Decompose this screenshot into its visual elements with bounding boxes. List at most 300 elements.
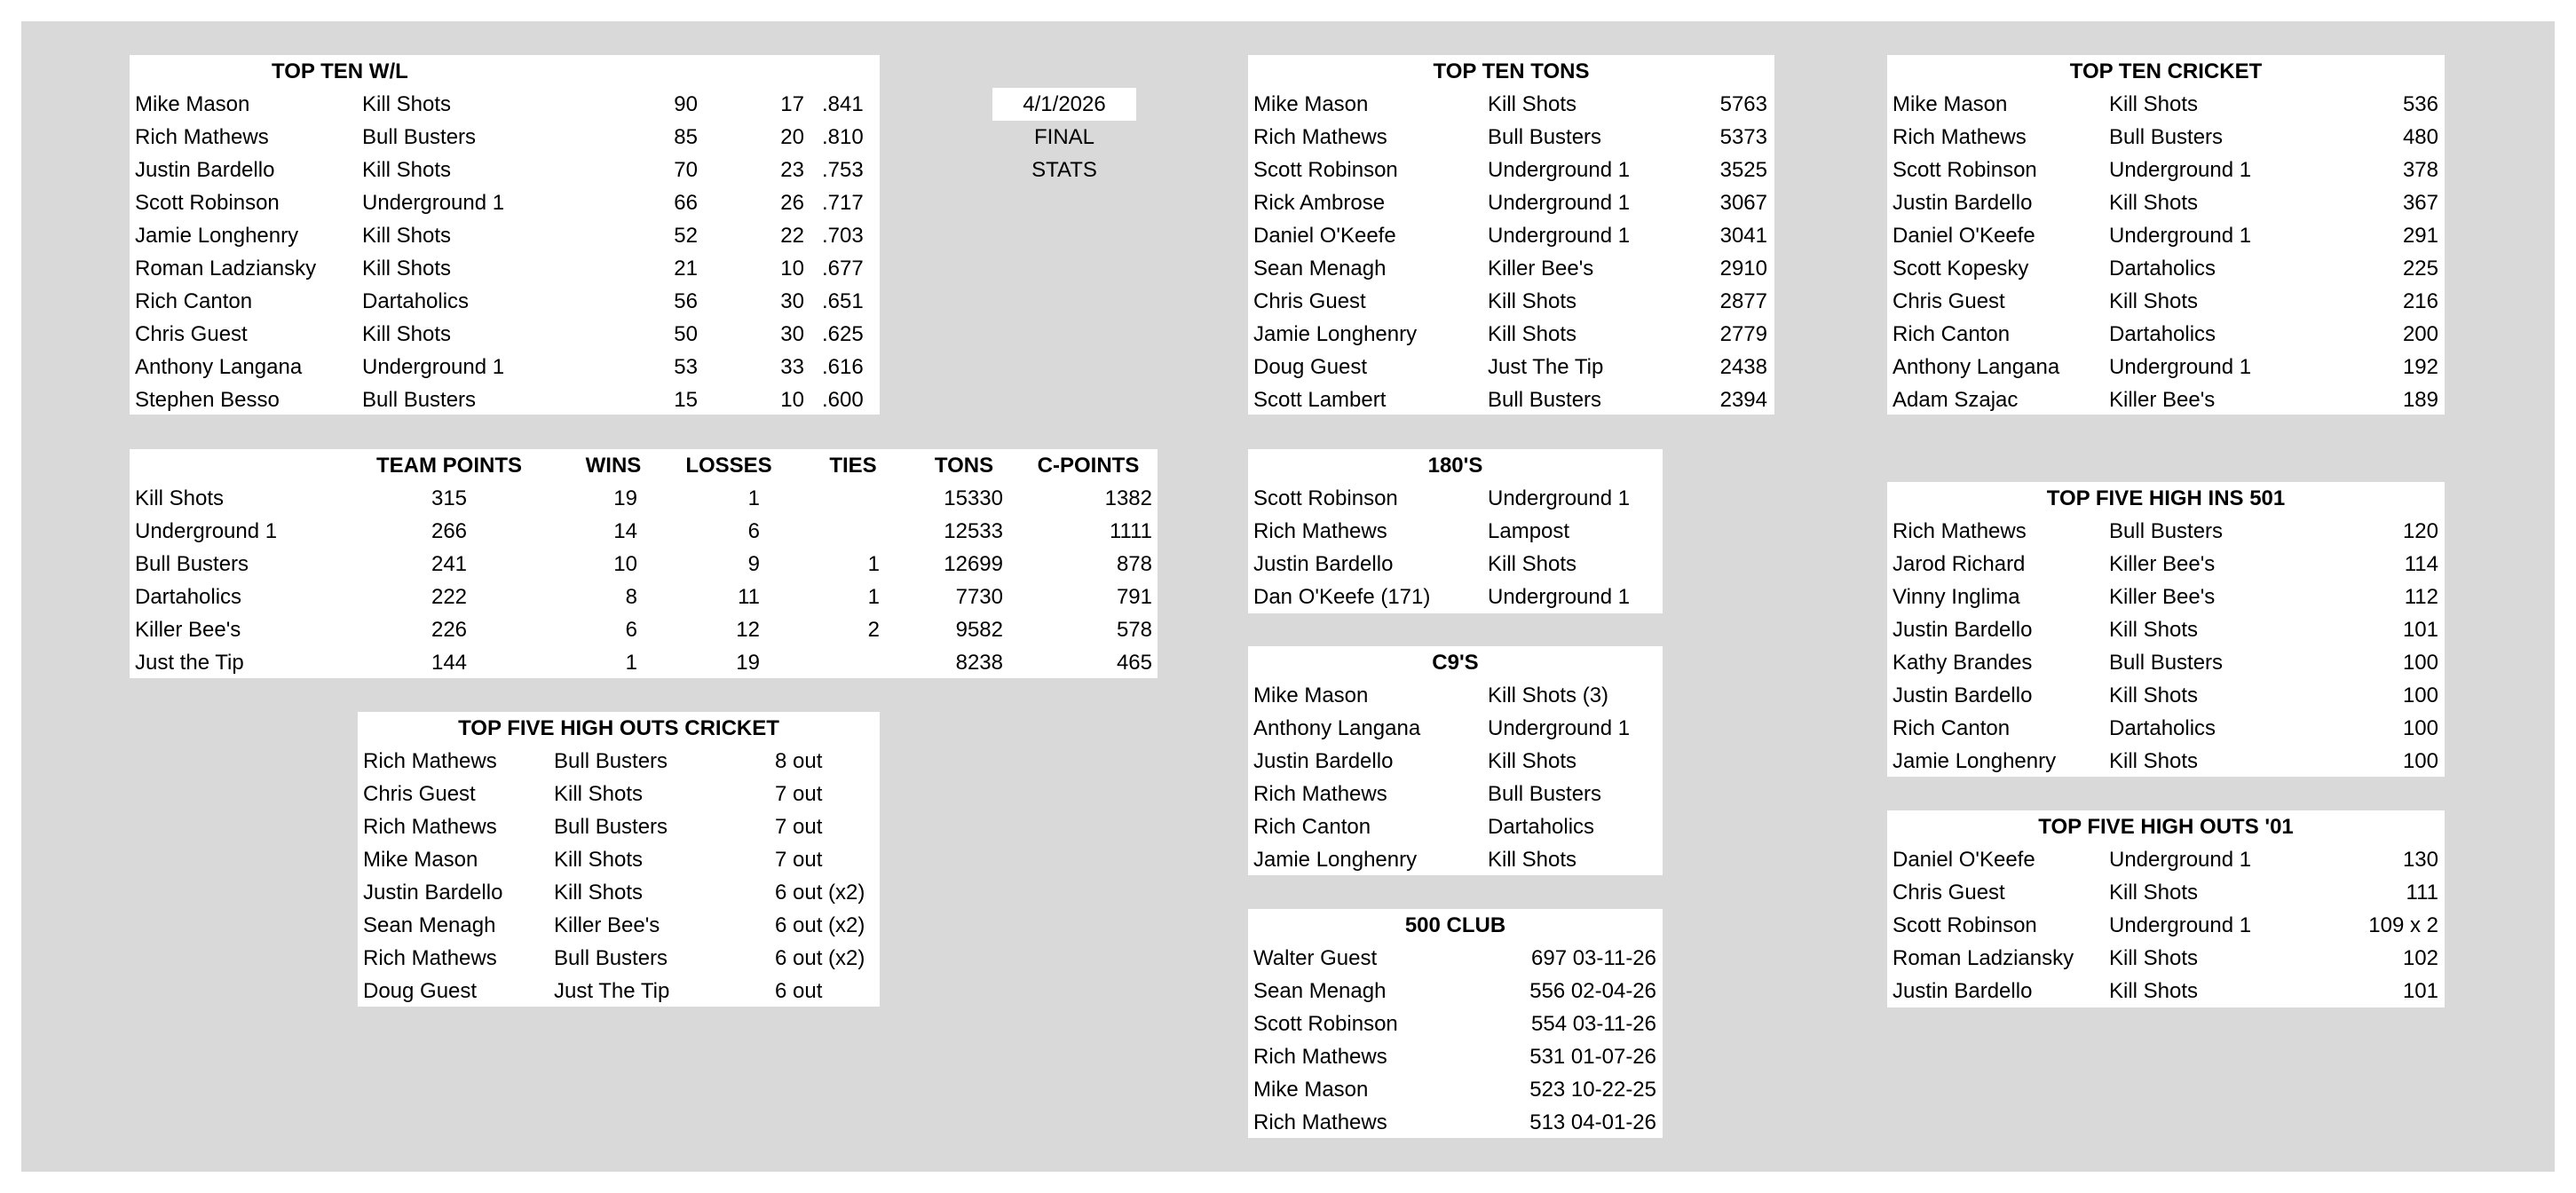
table-title: TOP TEN TONS [1433,59,1590,83]
cell-name: Anthony Langana [135,355,303,379]
table-row [358,942,880,975]
table-row [1887,646,2445,679]
cell-cpoints: 791 [1116,585,1152,609]
table-title: TOP FIVE HIGH INS 501 [2046,486,2286,510]
table-row [1248,252,1774,285]
cell-name: Rich Mathews [363,815,497,839]
table-title: TOP TEN W/L [272,59,408,83]
cell-team: Kill Shots [2109,881,2199,905]
cell-name: Justin Bardello [1892,979,2033,1003]
cell-value: 6 out (x2) [775,881,865,905]
cell-name: Scott Robinson [135,191,280,215]
cell-value: 6 out (x2) [775,946,865,970]
cell-value: 101 [2402,618,2438,642]
cell-value: 367 [2402,191,2438,215]
cell-pct: .810 [822,125,864,149]
cell-team: Underground 1 [2109,848,2252,872]
cell-team: Kill Shots [1488,749,1577,773]
cell-value: 8 out [775,749,823,773]
cell-value: 225 [2402,257,2438,280]
cell-pct: .600 [822,388,864,412]
table-row [1248,745,1663,778]
table-row [358,876,880,909]
cell-name: Justin Bardello [1892,191,2033,215]
cell-team: Kill Shots (3) [1488,683,1609,707]
cell-name: Rich Mathews [1253,519,1387,543]
table-row [1887,121,2445,154]
cell-cpoints: 878 [1116,552,1152,576]
cell-name: Mike Mason [363,848,478,872]
cell-team: Kill Shots [1488,848,1577,872]
table-row [1887,975,2445,1007]
cell-losses: 10 [780,257,804,280]
cell-team: Killer Bee's [2109,388,2216,412]
cell-wins: 50 [674,322,698,346]
cell-losses: 17 [780,92,804,116]
cell-value: 3067 [1719,191,1767,215]
cell-name: Rich Mathews [1253,125,1387,149]
cell-value: 378 [2402,158,2438,182]
cell-name: Scott Robinson [1892,913,2037,937]
cell-losses: 22 [780,224,804,248]
cell-team: Just The Tip [554,979,670,1003]
cell-wins: 52 [674,224,698,248]
cell-team: Bull Busters [1488,388,1602,412]
top-ten-cricket-table [1887,55,2445,415]
cell-name: Rich Canton [135,289,253,313]
cell-ties [813,515,880,548]
cell-team: Kill Shots [1488,322,1577,346]
table-row [130,318,880,351]
cell-wins: 85 [674,125,698,149]
cell-name: Justin Bardello [363,881,503,905]
cell-team: Killer Bee's [2109,552,2216,576]
cell-value: 480 [2402,125,2438,149]
cell-losses: 11 [738,585,760,609]
cell-team: Dartaholics [1488,815,1595,839]
club-500-table [1248,909,1663,1138]
table-row [130,88,880,121]
table-row [1248,1073,1663,1106]
header-team-points: TEAM POINTS [375,454,522,478]
cell-team: Dartaholics [2109,257,2216,280]
cell-name: Sean Menagh [1253,979,1387,1003]
cell-team: Killer Bee's [554,913,660,937]
cell-name: Jarod Richard [1892,552,2026,576]
cell-losses: 1 [747,486,760,510]
cell-value: 114 [2404,552,2438,576]
cell-value: 112 [2404,585,2438,609]
cell-name: Mike Mason [1253,683,1369,707]
cell-value: 7 out [775,848,823,872]
table-row [1248,975,1663,1007]
cell-value: 120 [2402,519,2438,543]
cell-name: Chris Guest [1892,289,2005,313]
cell-wins: 14 [613,519,637,543]
cell-team: Kill Shots [2109,946,2199,970]
cell-tons: 15330 [944,486,1003,510]
cell-pct: .717 [822,191,864,215]
table-row [130,482,1158,515]
cell-losses: 30 [780,322,804,346]
cell-name: Rich Mathews [363,749,497,773]
cell-wins: 53 [674,355,698,379]
cell-losses: 6 [747,519,760,543]
cell-name: Rich Mathews [1253,1045,1387,1069]
table-row [1248,778,1663,810]
cell-value: 556 02-04-26 [1529,979,1656,1003]
top-ten-tons-table [1248,55,1774,415]
table-row [358,810,880,843]
cell-team: Underground 1 [1488,191,1631,215]
cell-points: 222 [431,585,468,609]
table-row [1248,942,1663,975]
table-row [1248,1007,1663,1040]
cell-value: 102 [2402,946,2438,970]
table-row [130,581,1158,613]
cell-name: Mike Mason [1253,1078,1369,1102]
table-row [1248,88,1774,121]
cell-wins: 66 [674,191,698,215]
cell-name: Justin Bardello [135,158,275,182]
cell-name: Rich Mathews [1253,1110,1387,1134]
cell-team: Bull Busters [135,552,249,576]
table-row [130,219,880,252]
cell-team: Bull Busters [2109,125,2224,149]
cell-ties: 2 [867,618,880,642]
cell-team: Bull Busters [554,946,668,970]
table-row [130,252,880,285]
cell-name: Mike Mason [1892,92,2008,116]
cell-pct: .703 [822,224,864,248]
cell-team: Kill Shots [2109,979,2199,1003]
cell-team: Kill Shots [362,257,452,280]
table-row [1248,810,1663,843]
cell-name: Doug Guest [1253,355,1368,379]
table-row [358,778,880,810]
table-row [1248,515,1663,548]
cell-team: Bull Busters [2109,519,2224,543]
cell-team: Kill Shots [2109,289,2199,313]
table-row [130,548,1158,581]
cell-value: 109 x 2 [2368,913,2438,937]
cell-team: Killer Bee's [1488,257,1594,280]
table-row [1248,351,1774,383]
cell-points: 241 [431,552,468,576]
table-row [1887,351,2445,383]
table-row [358,745,880,778]
cell-name: Rich Canton [1892,322,2011,346]
table-row [1248,154,1774,186]
cell-points: 315 [431,486,468,510]
date-box [992,88,1136,121]
cell-wins: 56 [674,289,698,313]
cell-name: Jamie Longhenry [1892,749,2057,773]
cell-name: Scott Robinson [1253,158,1398,182]
cell-pct: .677 [822,257,864,280]
cell-name: Jamie Longhenry [1253,848,1418,872]
cell-value: 5763 [1719,92,1767,116]
table-row [130,154,880,186]
cell-value: 216 [2402,289,2438,313]
cell-team: Underground 1 [1488,486,1631,510]
header-tons: TONS [934,454,994,478]
cell-pct: .616 [822,355,864,379]
cell-name: Rich Mathews [135,125,269,149]
cell-value: 100 [2402,749,2438,773]
cell-value: 189 [2402,388,2438,412]
table-row [130,186,880,219]
cell-value: 100 [2402,651,2438,675]
spreadsheet-background [21,21,2555,1172]
table-row [1887,679,2445,712]
cell-value: 200 [2402,322,2438,346]
cell-value: 554 03-11-26 [1531,1012,1656,1036]
cell-team: Kill Shots [1488,92,1577,116]
cell-wins: 8 [625,585,637,609]
cell-name: Anthony Langana [1253,716,1421,740]
cell-team: Bull Busters [554,749,668,773]
cell-name: Sean Menagh [363,913,496,937]
cell-name: Chris Guest [1253,289,1366,313]
table-row [1248,712,1663,745]
cell-losses: 20 [780,125,804,149]
cell-name: Jamie Longhenry [1253,322,1418,346]
cell-cpoints: 1111 [1109,519,1152,543]
cell-wins: 1 [625,651,637,675]
cell-name: Rick Ambrose [1253,191,1386,215]
top-ten-wl-table [130,55,880,415]
cell-team: Kill Shots [2109,618,2199,642]
table-row [1887,942,2445,975]
cell-tons: 8238 [955,651,1003,675]
cell-team: Killer Bee's [2109,585,2216,609]
cell-pct: .625 [822,322,864,346]
cell-cpoints: 465 [1116,651,1152,675]
cell-team: Bull Busters [554,815,668,839]
cell-value: 2394 [1719,388,1767,412]
table-row [1887,515,2445,548]
cell-name: Rich Mathews [363,946,497,970]
cell-name: Doug Guest [363,979,478,1003]
header-c-points: C-POINTS [1037,454,1140,478]
cell-name: Scott Kopesky [1892,257,2029,280]
cell-team: Kill Shots [1488,552,1577,576]
one-eighties-table [1248,449,1663,613]
cell-name: Daniel O'Keefe [1892,848,2035,872]
cell-value: 2779 [1719,322,1767,346]
header-ties: TIES [829,454,877,478]
cell-ties [813,646,880,679]
table-row [1248,581,1663,613]
cell-team: Lampost [1488,519,1570,543]
cell-name: Roman Ladziansky [1892,946,2074,970]
cell-wins: 10 [613,552,637,576]
cell-name: Chris Guest [1892,881,2005,905]
standings-header-row [130,449,1158,482]
cell-name: Adam Szajac [1892,388,2019,412]
table-row [1248,219,1774,252]
table-row [1248,548,1663,581]
table-row [1248,843,1663,876]
cell-team: Dartaholics [2109,322,2216,346]
cell-ties: 1 [867,585,880,609]
cell-name: Daniel O'Keefe [1253,224,1396,248]
table-row [130,285,880,318]
cell-name: Kathy Brandes [1892,651,2033,675]
cell-name: Scott Lambert [1253,388,1387,412]
team-standings-table [130,449,1158,678]
table-row [1887,745,2445,778]
cell-team: Killer Bee's [135,618,241,642]
cell-team: Kill Shots [2109,191,2199,215]
cell-value: 130 [2402,848,2438,872]
cell-losses: 26 [780,191,804,215]
table-row [1887,154,2445,186]
cell-name: Sean Menagh [1253,257,1387,280]
cell-team: Kill Shots [554,782,644,806]
table-row [358,909,880,942]
cell-losses: 12 [736,618,760,642]
cell-value: 3041 [1719,224,1767,248]
cell-team: Underground 1 [2109,355,2252,379]
cell-value: 7 out [775,815,823,839]
cell-losses: 33 [780,355,804,379]
cell-name: Justin Bardello [1253,749,1394,773]
high-outs-cricket-table [358,712,880,1007]
table-title: TOP FIVE HIGH OUTS '01 [2038,815,2294,839]
table-row [1887,219,2445,252]
high-outs-01-table [1887,810,2445,1007]
table-row [1887,186,2445,219]
table-row [1887,285,2445,318]
table-row [358,975,880,1007]
cell-name: Justin Bardello [1253,552,1394,576]
cell-tons: 12699 [944,552,1003,576]
header-wins: WINS [585,454,642,478]
cell-wins: 19 [613,486,637,510]
cell-ties [813,482,880,515]
cell-value: 291 [2402,224,2438,248]
cell-value: 513 04-01-26 [1529,1110,1656,1134]
cell-tons: 7730 [955,585,1003,609]
cell-wins: 15 [674,388,698,412]
cell-team: Just the Tip [135,651,244,675]
cell-team: Kill Shots [362,224,452,248]
cell-tons: 12533 [944,519,1003,543]
cell-name: Mike Mason [135,92,250,116]
table-row [1887,252,2445,285]
cell-name: Jamie Longhenry [135,224,299,248]
cell-team: Kill Shots [554,881,644,905]
final-label: FINAL [1033,125,1094,149]
cell-name: Justin Bardello [1892,683,2033,707]
cell-team: Kill Shots [2109,683,2199,707]
cell-team: Bull Busters [362,388,477,412]
cell-name: Rich Mathews [1253,782,1387,806]
cell-team: Kill Shots [554,848,644,872]
cell-losses: 9 [747,552,760,576]
cell-value: 101 [2402,979,2438,1003]
cell-wins: 90 [674,92,698,116]
table-title: TOP TEN CRICKET [2069,59,2263,83]
table-title-row [130,55,880,88]
cell-name: Vinny Inglima [1892,585,2020,609]
cell-value: 2910 [1719,257,1767,280]
table-row [1248,1040,1663,1073]
cell-name: Rich Mathews [1892,519,2027,543]
cell-value: 523 10-22-25 [1529,1078,1656,1102]
cell-name: Dan O'Keefe (171) [1253,585,1431,609]
header-losses: LOSSES [685,454,772,478]
table-row [130,351,880,383]
cell-points: 226 [431,618,468,642]
cell-value: 100 [2402,716,2438,740]
cell-value: 536 [2402,92,2438,116]
cell-team: Bull Busters [1488,125,1602,149]
cell-losses: 19 [736,651,760,675]
table-row [130,613,1158,646]
cell-name: Scott Robinson [1253,486,1398,510]
cell-team: Underground 1 [1488,158,1631,182]
cell-value: 2438 [1719,355,1767,379]
cell-wins: 70 [674,158,698,182]
table-title: C9'S [1432,651,1479,675]
table-title: 500 CLUB [1404,913,1506,937]
cell-points: 144 [431,651,468,675]
cell-value: 192 [2402,355,2438,379]
cell-name: Roman Ladziansky [135,257,317,280]
cell-name: Daniel O'Keefe [1892,224,2035,248]
cell-team: Underground 1 [1488,716,1631,740]
table-row [130,383,880,416]
cell-team: Underground 1 [1488,585,1631,609]
cell-team: Underground 1 [362,191,505,215]
table-row [1248,383,1774,416]
table-row [1887,876,2445,909]
cell-name: Scott Robinson [1892,158,2037,182]
cell-team: Underground 1 [2109,913,2252,937]
table-row [130,646,1158,679]
table-row [1887,383,2445,416]
cell-name: Chris Guest [363,782,476,806]
cell-value: 697 03-11-26 [1531,946,1656,970]
cell-losses: 23 [780,158,804,182]
cell-team: Kill Shots [362,158,452,182]
cell-name: Walter Guest [1253,946,1378,970]
table-row [1248,679,1663,712]
cell-value: 2877 [1719,289,1767,313]
c9s-table [1248,646,1663,875]
cell-value: 3525 [1719,158,1767,182]
table-row [1248,285,1774,318]
cell-team: Underground 1 [2109,224,2252,248]
table-row [1248,482,1663,515]
table-row [1248,121,1774,154]
cell-cpoints: 1382 [1104,486,1152,510]
table-row [130,121,880,154]
cell-cpoints: 578 [1116,618,1152,642]
cell-name: Chris Guest [135,322,248,346]
cell-pct: .651 [822,289,864,313]
cell-team: Just The Tip [1488,355,1604,379]
cell-name: Rich Mathews [1892,125,2027,149]
cell-value: 6 out (x2) [775,913,865,937]
cell-team: Kill Shots [1488,289,1577,313]
cell-name: Justin Bardello [1892,618,2033,642]
cell-team: Kill Shots [135,486,225,510]
cell-team: Dartaholics [2109,716,2216,740]
